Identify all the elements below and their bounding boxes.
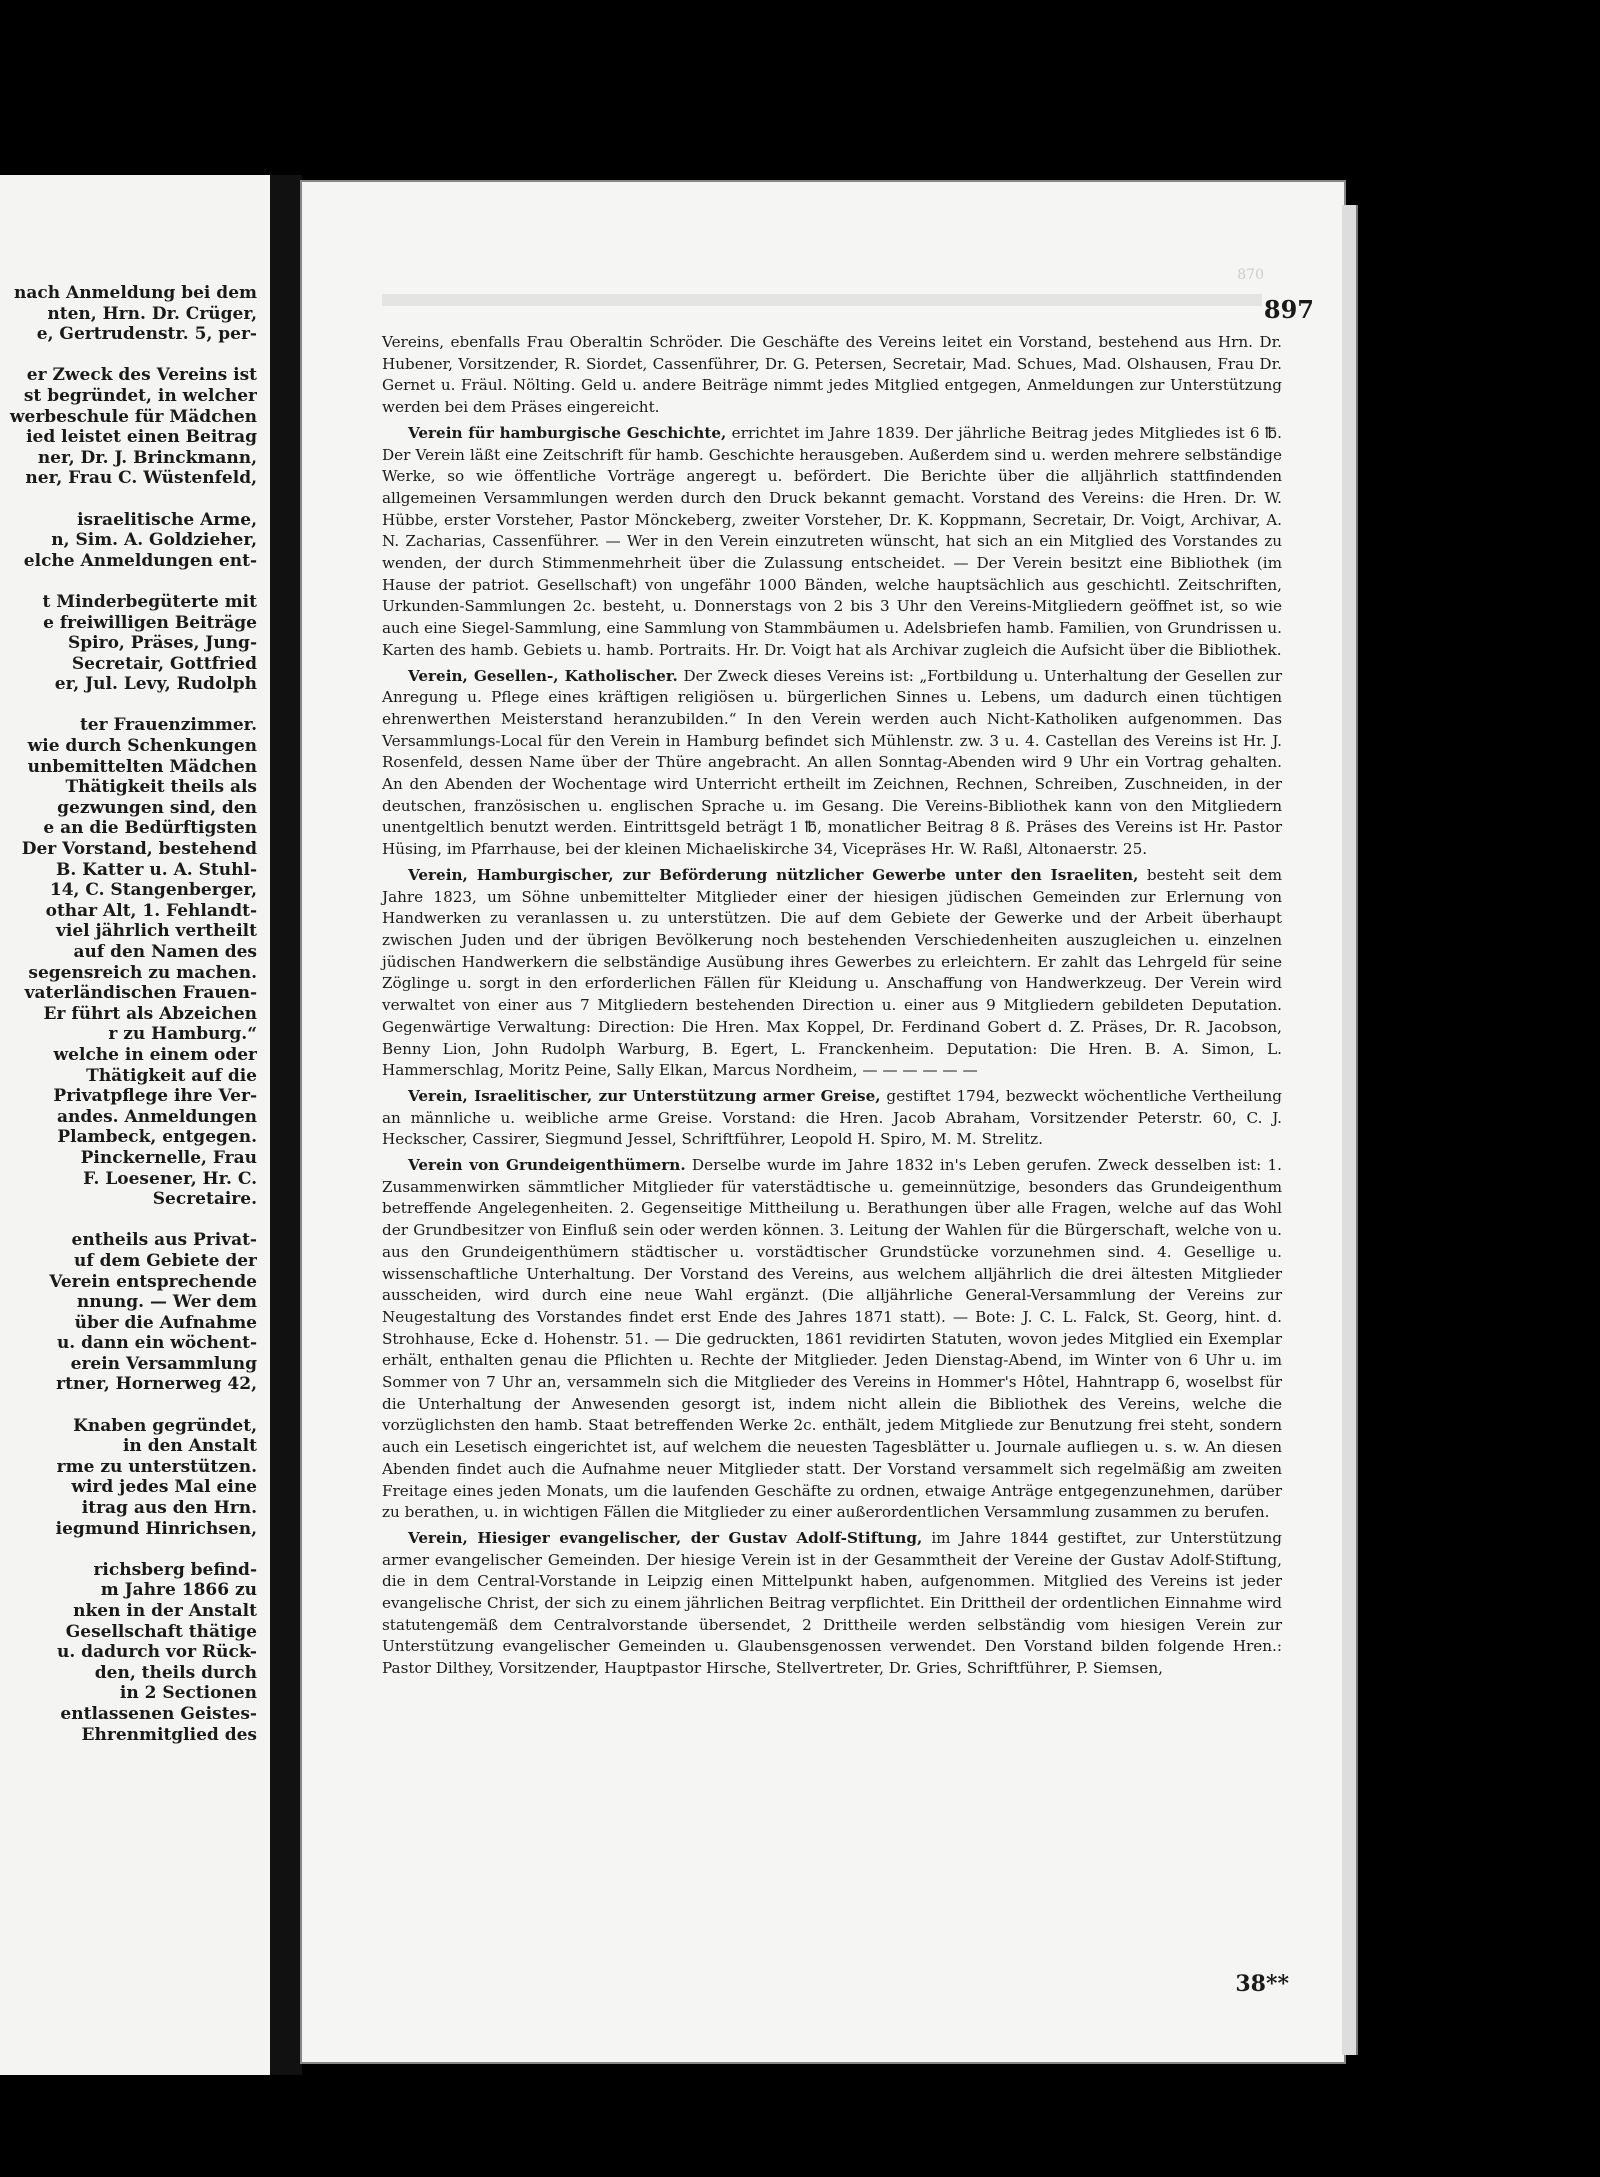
- left-page-line: wird jedes Mal eine: [71, 1477, 257, 1498]
- left-page-line: Verein entsprechende: [49, 1271, 257, 1292]
- left-page-line: andes. Anmeldungen: [57, 1106, 257, 1127]
- left-page-line: ner, Dr. J. Brinckmann,: [37, 447, 257, 468]
- left-page-line: in den Anstalt: [122, 1436, 257, 1457]
- left-page-line: richsberg befind-: [93, 1559, 257, 1580]
- left-page-line: othar Alt, 1. Fehlandt-: [45, 900, 257, 921]
- entry-text: Der Zweck dieses Vereins ist: „Fortbildung u. Unterhaltung der Gesellen zur Anregung u. Pflege eines kräftigen religiösen u. bürgerlichen Sinnes u. Lebens, um dadurch einen tüchtigen ehrenwerthen Meisterstand heranzubilden.“ In den Verein werden auch Nicht-Katholiken aufgenommen. Das Versammlungs-Local für den Verein in Hamburg befindet sich Mühlenstr. zw. 3 u. 4. Castellan des Vereins ist Hr. J. Rosenfeld, dessen Name über der Thüre angebracht. An allen Sonntag-Abenden wird 9 Uhr ein Vortrag gehalten. An den Abenden der Wochentage wird Unterricht ertheilt im Zeichnen, Rechnen, Schreiben, Zuschneiden, in der deutschen, französischen u. englischen Sprache u. im Gesang. Die Vereins-Bibliothek kann von den Mitgliedern unentgeltlich benutzt werden. Eintrittsgeld beträgt 1 ℔, monatlicher Beitrag 8 ß. Präses des Vereins ist Hr. Pastor Hüsing, im Pfarrhause, bei der kleinen Michaeliskirche 34, Vicepräses Hr. W. Raßl, Altonaerstr. 25.: [382, 666, 1283, 859]
- left-page-line: rme zu unterstützen.: [56, 1456, 257, 1477]
- left-page-line: [0, 345, 257, 366]
- entry-heading: Verein von Grundeigenthümern.: [408, 1156, 686, 1175]
- bleed-through-mark: 870: [1237, 267, 1264, 283]
- left-page-line: [0, 1395, 257, 1416]
- left-page-line: wie durch Schenkungen: [27, 736, 257, 757]
- left-page-line: nach Anmeldung bei dem: [14, 283, 257, 303]
- left-page-line: segensreich zu machen.: [28, 962, 257, 983]
- left-page-line: auf den Namen des: [73, 942, 257, 962]
- left-page-line: Thätigkeit auf die: [86, 1065, 257, 1086]
- left-page-line: ter Frauenzimmer.: [79, 715, 257, 736]
- right-page: [300, 180, 1346, 2064]
- left-page-line: [0, 1210, 257, 1231]
- left-page-line: elche Anmeldungen ent-: [23, 550, 257, 571]
- entry-heading: Verein, Hamburgischer, zur Beförderung nützlicher Gewerbe unter den Israeliten,: [408, 865, 1139, 884]
- paragraph: [382, 332, 1282, 419]
- left-page-line: Secretaire.: [152, 1189, 257, 1210]
- left-page-line: Thätigkeit theils als: [65, 777, 257, 798]
- left-page-line: Privatpflege ihre Ver-: [53, 1086, 257, 1107]
- left-page-line: u. dadurch vor Rück-: [56, 1642, 257, 1663]
- paragraph: [382, 1086, 1282, 1151]
- paragraph: [382, 666, 1282, 861]
- left-page-line: st begründet, in welcher: [23, 385, 257, 406]
- entry-text: gestiftet 1794, bezweckt wöchentliche Vertheilung an männliche u. weibliche arme Greise. Vorstand: die Hren. Jacob Abraham, Vorsitzender Peterstr. 60, C. J. Heckscher, Cassirer, Siegmund Jessel, Schriftführer, Leopold H. Spiro, M. M. Strelitz.: [382, 1086, 1282, 1149]
- left-page-line: gezwungen sind, den: [57, 797, 257, 818]
- page-edge: [1342, 205, 1358, 2055]
- left-page-line: Ehrenmitglied des: [81, 1724, 257, 1745]
- left-page-line: 14, C. Stangenberger,: [49, 880, 257, 901]
- entry-heading: Verein, Israelitischer, zur Unterstützung armer Greise,: [408, 1086, 881, 1105]
- left-page-line: Knaben gegründet,: [73, 1415, 257, 1436]
- left-page-line: [0, 489, 257, 510]
- left-page-line: F. Loesener, Hr. C.: [83, 1168, 257, 1189]
- entry-heading: Verein, Gesellen-, Katholischer.: [408, 666, 678, 685]
- paragraph: [382, 1528, 1282, 1680]
- left-page-line: Secretair, Gottfried: [71, 653, 257, 674]
- left-page-line: nken in der Anstalt: [73, 1601, 257, 1621]
- left-page-line: uf dem Gebiete der: [74, 1250, 257, 1271]
- entry-text: Derselbe wurde im Jahre 1832 in's Leben gerufen. Zweck desselben ist: 1. Zusammenwirken sämmtlicher Mitglieder für vaterstädtische u. gemeinnützige, besonders das Grundeigenthum betreffende Angelegenheiten. 2. Gegenseitige Mittheilung u. Berathungen über alle Fragen, welche auf das Wohl der Grundbesitzer von Einfluß sein oder werden können. 3. Leitung der Wahlen für die Bürgerschaft, welche von u. aus den Grundeigenthümern städtischer u. vorstädtischer Grundstücke vorzunehmen sind. 4. Gesellige u. wissenschaftliche Unterhaltung. Der Vorstand des Vereins, aus welchem alljährlich die drei ältesten Mitglieder ausscheiden, wird durch eine neue Wahl ergänzt. (Die alljährliche General-Versammlung der Vereins zur Neugestaltung des Vorstandes findet erst Ende des Jahres 1871 statt). — Bote: J. C. L. Falck, St. Georg, hint. d. Strohhause, Ecke d. Hohenstr. 51. — Die gedruckten, 1861 revidirten Statuten, wovon jedes Mitglied ein Exemplar erhält, enthalten genau die Pflichten u. Rechte der Mitglieder. Jeden Dienstag-Abend, im Winter von 6 Uhr u. im Sommer von 7 Uhr an, versammeln sich die Mitglieder des Vereins in Hommer's Hôtel, Hahntrapp 6, woselbst für die Unterhaltung der Anwesenden gesorgt ist, indem nicht allein die Bibliothek des Vereins, welche die vorzüglichsten den hamb. Staat betreffenden Werke 2c. enthält, jedem Mitgliede zur Benutzung frei steht, sondern auch ein Lesetisch eingerichtet ist, auf welchem die neuesten Tagesblätter u. Journale aufliegen u. s. w. An diesen Abenden findet auch die Aufnahme neuer Mitglieder statt. Der Vorstand versammelt sich regelmäßig am zweiten Freitage eines jeden Monats, um die laufenden Geschäfte zu ordnen, etwaige Anträge entgegenzunehmen, darüber zu berathen, u. in wichtigen Fällen die Mitglieder zu einer außerordentlichen Versammlung zusammen zu berufen.: [382, 1156, 1283, 1522]
- left-page-line: [0, 1539, 257, 1560]
- left-page-line: e an die Bedürftigsten: [43, 818, 257, 839]
- entry-heading: Verein für hamburgische Geschichte,: [408, 423, 727, 442]
- paragraph: [382, 865, 1282, 1082]
- left-page-line: Er führt als Abzeichen: [43, 1003, 257, 1024]
- left-page-line: viel jährlich vertheilt: [55, 921, 257, 942]
- left-page-line: e freiwilligen Beiträge: [43, 612, 257, 633]
- left-page-line: nnung. — Wer dem: [76, 1292, 257, 1313]
- page-content: [382, 332, 1282, 1684]
- left-page-line: r zu Hamburg.“: [108, 1024, 257, 1045]
- left-page-line: Spiro, Präses, Jung-: [67, 633, 257, 654]
- left-page-line: unbemittelten Mädchen: [27, 756, 257, 777]
- left-page-line: rtner, Hornerweg 42,: [56, 1374, 257, 1395]
- left-page-line: Pinckernelle, Frau: [80, 1147, 257, 1168]
- left-page-line: m Jahre 1866 zu: [100, 1580, 257, 1601]
- left-page-line: Gesellschaft thätige: [65, 1621, 257, 1642]
- entry-text: errichtet im Jahre 1839. Der jährliche Beitrag jedes Mitgliedes ist 6 ℔. Der Verein läßt eine Zeitschrift für hamb. Geschichte herausgeben. Außerdem sind u. werden mehrere selbständige Werke, so wie öffentliche Vorträge angeregt u. befördert. Die Berichte über die alljährlich stattfindenden allgemeinen Versammlungen werden durch den Druck bekannt gemacht. Vorstand des Vereins: die Hren. Dr. W. Hübbe, erster Vorsteher, Pastor Mönckeberg, zweiter Vorsteher, Dr. K. Koppmann, Secretair, Dr. Voigt, Archivar, A. N. Zacharias, Cassenführer. — Wer in den Verein einzutreten wünscht, hat sich an ein Mitglied des Vorstandes zu wenden, der durch Stimmenmehrheit über die Zulassung entscheidet. — Der Verein besitzt eine Bibliothek (im Hause der patriot. Gesellschaft) von ungefähr 1000 Bänden, welche hauptsächlich aus geschichtl. Zeitschriften, Urkunden-Sammlungen 2c. besteht, u. Donnerstags von 2 bis 3 Uhr den Vereins-Mitgliedern geöffnet ist, so wie auch eine Siegel-Sammlung, eine Sammlung von Stammbäumen u. Adelsbriefen hamb. Familien, von Grundrissen u. Karten des hamb. Gebiets u. hamb. Portraits. Hr. Dr. Voigt hat als Archivar zugleich die Aufsicht über die Bibliothek.: [382, 423, 1282, 659]
- signature-mark: 38**: [1235, 1971, 1289, 1997]
- left-page-line: [0, 571, 257, 592]
- bleed-through-strip: [382, 294, 1262, 306]
- left-page-line: werbeschule für Mädchen: [9, 406, 257, 427]
- left-page-line: e, Gertrudenstr. 5, per-: [36, 324, 257, 345]
- left-page-line: erein Versammlung: [70, 1353, 257, 1374]
- left-page-line: iegmund Hinrichsen,: [55, 1518, 257, 1539]
- left-page-line: er, Jul. Levy, Rudolph: [54, 674, 257, 695]
- left-page-line: B. Katter u. A. Stuhl-: [56, 859, 257, 880]
- left-page-line: er Zweck des Vereins ist: [26, 365, 257, 386]
- left-page-line: ied leistet einen Beitrag: [26, 427, 257, 448]
- left-page-line: über die Aufnahme: [74, 1312, 257, 1333]
- entry-text: im Jahre 1844 gestiftet, zur Unterstützung armer evangelischer Gemeinden. Der hiesige Verein ist in der Gesammtheit der Vereine der Gustav Adolf-Stiftung, die in dem Central-Vorstande in Leipzig einen Mittelpunkt haben, aufgenommen. Mitglied des Vereins ist jeder evangelische Christ, der sich zu einem jährlichen Beitrag verpflichtet. Ein Drittheil der ordentlichen Einnahme wird statutengemäß dem Centralvorstande übersendet, 2 Drittheile werden selbständig vom hiesigen Verein zur Unterstützung evangelischer Gemeinden u. Glaubensgenossen verwendet. Den Vorstand bilden folgende Hren.: Pastor Dilthey, Vorsitzender, Hauptpastor Hirsche, Stellvertreter, Dr. Gries, Schriftführer, P. Siemsen,: [382, 1528, 1282, 1678]
- left-page-line: entlassenen Geistes-: [60, 1703, 257, 1724]
- left-page-line: u. dann ein wöchent-: [56, 1333, 257, 1354]
- left-page-line: entheils aus Privat-: [71, 1230, 257, 1251]
- book-gutter: [270, 175, 302, 2075]
- left-page-line: itrag aus den Hrn.: [81, 1498, 257, 1519]
- left-page-line: Der Vorstand, bestehend: [21, 839, 257, 860]
- left-page-line: welche in einem oder: [53, 1044, 257, 1065]
- left-page-line: t Minderbegüterte mit: [42, 591, 257, 612]
- left-page-line: israelitische Arme,: [77, 509, 257, 530]
- paragraph: [382, 1155, 1282, 1524]
- entry-heading: Verein, Hiesiger evangelischer, der Gustav Adolf-Stiftung,: [408, 1528, 923, 1547]
- paragraph: [382, 423, 1282, 662]
- left-page-line: n, Sim. A. Goldzieher,: [51, 530, 257, 551]
- left-page-line: ner, Frau C. Wüstenfeld,: [25, 468, 257, 489]
- left-page-line: vaterländischen Frauen-: [24, 983, 257, 1004]
- left-page: [0, 175, 272, 2075]
- page-number: 897: [1263, 295, 1314, 324]
- entry-text: besteht seit dem Jahre 1823, um Söhne unbemittelter Mitglieder einer der hiesigen jüdischen Gemeinden zur Erlernung von Handwerken zu veranlassen u. zu unterstützen. Die auf dem Gebiete der Gewerke und der Arbeit überhaupt zwischen Juden und der übrigen Bevölkerung noch bestehenden Verschiedenheiten auszugleichen u. einzelnen jüdischen Handwerkern die selbständige Ausübung ihres Gewerbes zu erleichtern. Er zahlt das Lehrgeld für seine Zöglinge u. sorgt in den erforderlichen Fällen für Kleidung u. Anschaffung von Handwerkzeug. Der Verein wird verwaltet von einer aus 7 Mitgliedern bestehenden Direction u. einer aus 9 Mitgliedern gebildeten Deputation. Gegenwärtige Verwaltung: Direction: Die Hren. Max Koppel, Dr. Ferdinand Gobert d. Z. Präses, Dr. R. Jacobson, Benny Lion, John Rudolph Warburg, B. Egert, L. Franckenheim. Deputation: Die Hren. B. A. Simon, L. Hammerschlag, Moritz Peine, Sally Elkan, Marcus Nordheim, — — — — — —: [382, 865, 1282, 1080]
- left-page-line: Plambeck, entgegen.: [57, 1127, 257, 1148]
- left-page-line: [0, 695, 257, 716]
- entry-text: Vereins, ebenfalls Frau Oberaltin Schröder. Die Geschäfte des Vereins leitet ein Vorstand, bestehend aus Hrn. Dr. Hubener, Vorsitzender, R. Siordet, Cassenführer, Dr. G. Petersen, Secretair, Mad. Schues, Mad. Olshausen, Frau Dr. Gernet u. Fräul. Nölting. Geld u. andere Beiträge nimmt jedes Mitglied entgegen, Anmeldungen zur Unterstützung werden bei dem Präses eingereicht.: [382, 333, 1282, 417]
- left-page-line: den, theils durch: [94, 1662, 257, 1683]
- left-page-line: in 2 Sectionen: [119, 1683, 257, 1704]
- left-page-line: nten, Hrn. Dr. Crüger,: [47, 303, 257, 324]
- left-page-text: [0, 283, 257, 1745]
